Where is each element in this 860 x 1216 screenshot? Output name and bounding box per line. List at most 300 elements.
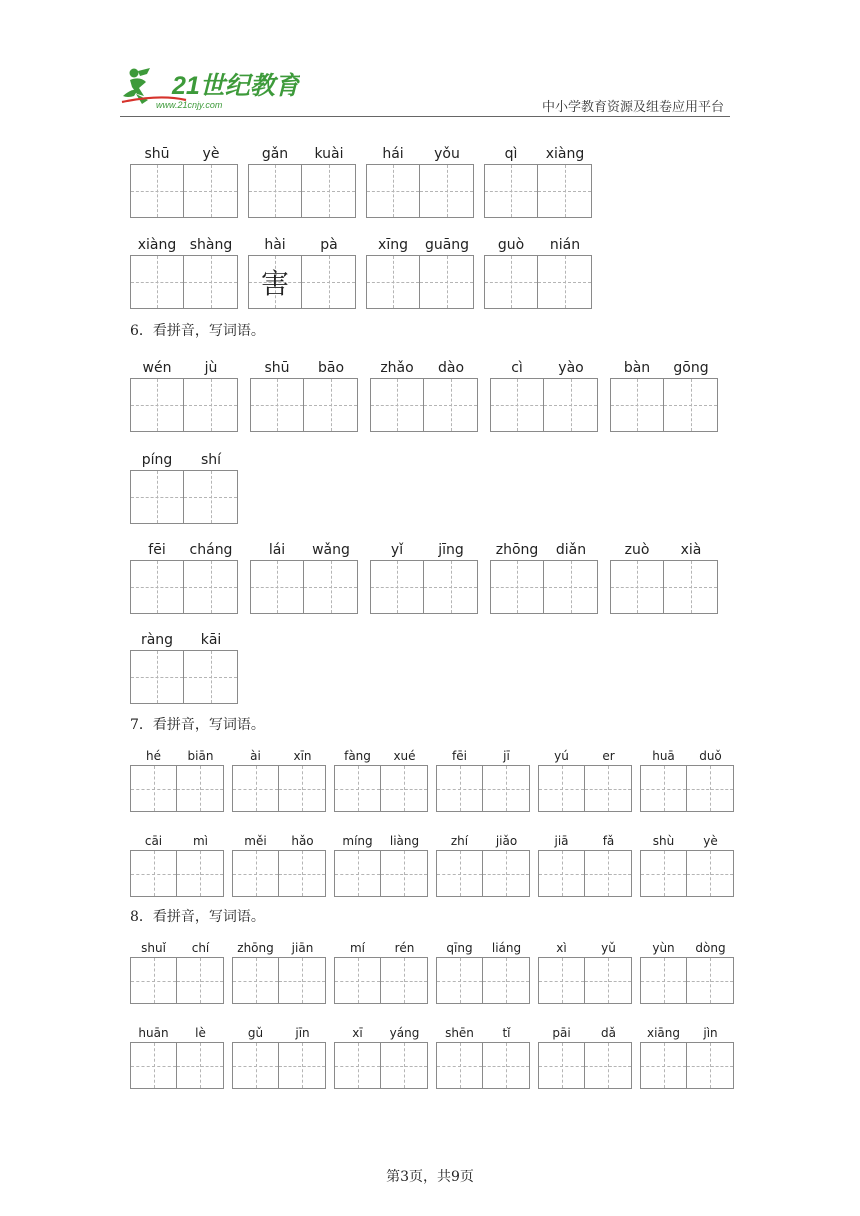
pinyin-syllable: fēi	[148, 542, 166, 558]
writing-cell[interactable]	[250, 378, 304, 432]
page-header	[120, 60, 730, 120]
pinyin-word-item	[334, 746, 428, 812]
logo-text: 21世纪教育	[172, 72, 300, 100]
writing-grid	[130, 650, 238, 704]
writing-grid	[248, 255, 356, 309]
pinyin-word-item	[130, 538, 238, 614]
pinyin-syllable: hǎo	[291, 834, 314, 848]
pinyin-label-row	[130, 356, 238, 376]
pinyin-label-row	[130, 1023, 224, 1043]
writing-cell[interactable]	[687, 765, 734, 812]
section-title: 7．看拼音，写词语。	[130, 717, 265, 733]
writing-cell[interactable]	[436, 765, 483, 812]
pinyin-label-row	[250, 356, 358, 376]
pinyin-syllable: xī	[352, 1026, 363, 1040]
writing-grid	[130, 470, 238, 524]
pinyin-syllable: lè	[195, 1026, 206, 1040]
pinyin-syllable: xiàng	[137, 237, 177, 253]
pinyin-syllable: cháng	[189, 542, 233, 558]
pinyin-word-item	[640, 1023, 734, 1089]
pinyin-word-item	[640, 746, 734, 812]
writing-cell[interactable]	[490, 560, 544, 614]
writing-cell[interactable]	[610, 378, 664, 432]
writing-cell[interactable]	[130, 470, 184, 524]
writing-cell[interactable]	[687, 1042, 734, 1089]
pinyin-syllable: hài	[264, 237, 286, 253]
pinyin-word-item	[436, 938, 530, 1004]
writing-grid	[436, 850, 530, 897]
pinyin-label-row	[334, 831, 428, 851]
pinyin-syllable: zhí	[450, 834, 469, 848]
pinyin-word-item	[248, 233, 356, 309]
pinyin-syllable: gǎn	[261, 146, 289, 162]
writing-cell[interactable]	[279, 765, 326, 812]
pinyin-syllable: tǐ	[502, 1026, 511, 1040]
writing-grid	[490, 378, 598, 432]
writing-cell[interactable]	[232, 765, 279, 812]
writing-cell[interactable]	[424, 378, 478, 432]
pinyin-word-item	[232, 831, 326, 897]
writing-grid	[130, 255, 238, 309]
writing-cell[interactable]	[436, 850, 483, 897]
pinyin-syllable: chí	[191, 941, 210, 955]
writing-cell[interactable]	[687, 957, 734, 1004]
writing-grid	[248, 164, 356, 218]
writing-cell[interactable]	[130, 560, 184, 614]
pinyin-label-row	[250, 538, 358, 558]
pinyin-word-item	[250, 356, 358, 432]
writing-cell[interactable]	[177, 850, 224, 897]
pinyin-word-item	[370, 356, 478, 432]
writing-cell[interactable]	[177, 1042, 224, 1089]
writing-cell[interactable]	[334, 850, 381, 897]
writing-cell[interactable]	[184, 650, 238, 704]
writing-grid	[610, 378, 718, 432]
pinyin-syllable: wén	[142, 360, 172, 376]
writing-cell[interactable]	[483, 957, 530, 1004]
pinyin-syllable: shuǐ	[141, 941, 166, 955]
pinyin-label-row	[334, 746, 428, 766]
pinyin-word-item	[130, 1023, 224, 1089]
pinyin-word-item	[366, 142, 474, 218]
pinyin-syllable: shēn	[445, 1026, 474, 1040]
pinyin-word-item	[538, 938, 632, 1004]
pinyin-syllable: míng	[342, 834, 373, 848]
pinyin-syllable: yè	[703, 834, 718, 848]
writing-cell[interactable]	[585, 1042, 632, 1089]
writing-grid	[232, 957, 326, 1004]
pinyin-word-item	[232, 746, 326, 812]
pinyin-word-item	[610, 538, 718, 614]
writing-cell[interactable]	[366, 164, 420, 218]
pinyin-syllable: kuài	[314, 146, 344, 162]
pinyin-syllable: jī	[503, 749, 510, 763]
pinyin-label-row	[334, 1023, 428, 1043]
pinyin-syllable: shū	[264, 360, 290, 376]
pinyin-label-row	[248, 233, 356, 253]
writing-grid	[370, 560, 478, 614]
writing-cell[interactable]	[538, 765, 585, 812]
writing-grid	[436, 1042, 530, 1089]
pinyin-syllable: pāi	[552, 1026, 571, 1040]
pinyin-syllable: kāi	[200, 632, 222, 648]
pinyin-syllable: xì	[556, 941, 567, 955]
pinyin-syllable: er	[602, 749, 615, 763]
pinyin-word-item	[334, 831, 428, 897]
pinyin-label-row	[130, 538, 238, 558]
pinyin-syllable: hé	[146, 749, 161, 763]
pinyin-word-item	[490, 538, 598, 614]
pinyin-syllable: huā	[652, 749, 675, 763]
pinyin-syllable: jīng	[438, 542, 464, 558]
writing-grid	[538, 850, 632, 897]
writing-cell[interactable]	[538, 164, 592, 218]
pinyin-word-item	[640, 938, 734, 1004]
pinyin-label-row	[370, 538, 478, 558]
writing-cell[interactable]	[538, 255, 592, 309]
writing-cell[interactable]	[184, 560, 238, 614]
writing-cell[interactable]	[130, 850, 177, 897]
writing-grid	[334, 1042, 428, 1089]
pinyin-syllable: fēi	[452, 749, 467, 763]
pinyin-word-item	[484, 233, 592, 309]
pinyin-label-row	[490, 538, 598, 558]
writing-grid	[436, 765, 530, 812]
writing-cell[interactable]	[424, 560, 478, 614]
pinyin-syllable: diǎn	[555, 542, 587, 558]
pinyin-label-row	[130, 142, 238, 162]
pinyin-syllable: gōng	[673, 360, 709, 376]
writing-cell[interactable]	[130, 957, 177, 1004]
pinyin-label-row	[130, 233, 238, 253]
pinyin-word-item	[610, 356, 718, 432]
writing-cell[interactable]	[420, 164, 474, 218]
pinyin-syllable: mì	[192, 834, 209, 848]
pinyin-syllable: jiān	[291, 941, 314, 955]
section-title: 6．看拼音，写词语。	[130, 323, 265, 339]
writing-cell[interactable]	[610, 560, 664, 614]
pinyin-word-item	[130, 746, 224, 812]
pinyin-syllable: liáng	[491, 941, 522, 955]
pinyin-word-item	[130, 142, 238, 218]
pinyin-label-row	[484, 142, 592, 162]
writing-cell[interactable]	[490, 378, 544, 432]
pinyin-syllable: shū	[144, 146, 170, 162]
writing-grid	[538, 765, 632, 812]
pinyin-word-item	[484, 142, 592, 218]
writing-cell[interactable]	[370, 560, 424, 614]
writing-grid	[250, 378, 358, 432]
writing-grid	[436, 957, 530, 1004]
writing-cell[interactable]	[436, 957, 483, 1004]
pinyin-syllable: yào	[558, 360, 584, 376]
pinyin-syllable: gǔ	[247, 1026, 264, 1040]
writing-cell[interactable]	[177, 765, 224, 812]
pinyin-syllable: cāi	[144, 834, 163, 848]
pinyin-syllable: jù	[204, 360, 218, 376]
pinyin-syllable: cì	[511, 360, 523, 376]
pinyin-syllable: xiāng	[646, 1026, 681, 1040]
writing-cell[interactable]	[302, 164, 356, 218]
pinyin-syllable: měi	[244, 834, 267, 848]
pinyin-word-item	[248, 142, 356, 218]
writing-cell[interactable]	[381, 957, 428, 1004]
writing-cell[interactable]	[248, 164, 302, 218]
writing-cell[interactable]	[585, 957, 632, 1004]
pinyin-syllable: xīng	[378, 237, 408, 253]
writing-cell[interactable]	[279, 957, 326, 1004]
writing-cell[interactable]	[640, 765, 687, 812]
writing-grid	[484, 255, 592, 309]
pinyin-syllable: guāng	[424, 237, 470, 253]
pinyin-syllable: dào	[437, 360, 465, 376]
pinyin-syllable: mí	[349, 941, 366, 955]
pinyin-syllable: fǎ	[602, 834, 615, 848]
writing-grid	[250, 560, 358, 614]
writing-grid	[640, 1042, 734, 1089]
pinyin-word-item	[232, 938, 326, 1004]
writing-grid	[334, 957, 428, 1004]
writing-cell[interactable]	[640, 1042, 687, 1089]
writing-grid	[232, 850, 326, 897]
writing-cell[interactable]	[484, 164, 538, 218]
writing-cell[interactable]	[538, 1042, 585, 1089]
writing-grid	[366, 255, 474, 309]
pinyin-syllable: píng	[141, 452, 173, 468]
writing-cell[interactable]	[664, 560, 718, 614]
writing-grid	[130, 560, 238, 614]
pinyin-word-item	[130, 356, 238, 432]
pinyin-word-item	[538, 746, 632, 812]
writing-cell[interactable]	[585, 765, 632, 812]
pinyin-label-row	[436, 746, 530, 766]
pinyin-syllable: qīng	[446, 941, 473, 955]
pinyin-syllable: yè	[202, 146, 220, 162]
pinyin-label-row	[130, 628, 238, 648]
writing-grid	[130, 765, 224, 812]
pinyin-label-row	[232, 1023, 326, 1043]
pinyin-syllable: xià	[680, 542, 702, 558]
pinyin-label-row	[538, 746, 632, 766]
pinyin-syllable: jìn	[703, 1026, 718, 1040]
pinyin-label-row	[490, 356, 598, 376]
writing-cell[interactable]	[130, 650, 184, 704]
writing-cell[interactable]	[544, 378, 598, 432]
pinyin-syllable: lái	[268, 542, 286, 558]
writing-cell[interactable]	[279, 850, 326, 897]
pinyin-syllable: shàng	[189, 237, 233, 253]
writing-cell[interactable]	[436, 1042, 483, 1089]
writing-cell[interactable]	[334, 1042, 381, 1089]
writing-cell[interactable]	[184, 378, 238, 432]
pinyin-label-row	[130, 746, 224, 766]
pinyin-syllable: yǒu	[434, 146, 460, 162]
writing-cell[interactable]	[130, 255, 184, 309]
pinyin-syllable: yú	[554, 749, 569, 763]
pinyin-label-row	[370, 356, 478, 376]
pinyin-syllable: shí	[200, 452, 222, 468]
pinyin-label-row	[232, 831, 326, 851]
writing-cell[interactable]	[304, 560, 358, 614]
writing-cell[interactable]	[381, 1042, 428, 1089]
writing-grid	[366, 164, 474, 218]
writing-cell[interactable]	[483, 1042, 530, 1089]
pinyin-syllable: zuò	[624, 542, 650, 558]
pinyin-syllable: dǎ	[601, 1026, 616, 1040]
writing-cell[interactable]	[232, 957, 279, 1004]
writing-cell[interactable]	[370, 378, 424, 432]
pinyin-syllable: qì	[504, 146, 518, 162]
pinyin-syllable: ràng	[140, 632, 174, 648]
writing-cell[interactable]	[334, 957, 381, 1004]
writing-cell[interactable]	[538, 850, 585, 897]
writing-cell[interactable]	[304, 378, 358, 432]
pinyin-label-row	[538, 1023, 632, 1043]
pinyin-word-item	[130, 628, 238, 704]
writing-cell[interactable]	[484, 255, 538, 309]
writing-cell[interactable]	[334, 765, 381, 812]
pinyin-word-item	[334, 1023, 428, 1089]
pinyin-syllable: yǐ	[390, 542, 404, 558]
pinyin-word-item	[130, 233, 238, 309]
pinyin-label-row	[484, 233, 592, 253]
pinyin-syllable: xué	[393, 749, 416, 763]
writing-grid	[130, 850, 224, 897]
header-divider	[120, 116, 730, 117]
pinyin-word-item	[130, 448, 238, 524]
writing-cell[interactable]	[585, 850, 632, 897]
pinyin-label-row	[232, 938, 326, 958]
writing-cell[interactable]	[130, 164, 184, 218]
written-character: 害	[260, 267, 289, 300]
page-number: 第3页，共9页	[386, 1169, 474, 1185]
writing-cell[interactable]	[640, 850, 687, 897]
writing-grid	[610, 560, 718, 614]
pinyin-word-item	[334, 938, 428, 1004]
pinyin-syllable: yùn	[652, 941, 675, 955]
writing-cell[interactable]	[184, 470, 238, 524]
pinyin-syllable: shù	[652, 834, 675, 848]
section-title: 8．看拼音，写词语。	[130, 909, 265, 925]
writing-cell[interactable]	[302, 255, 356, 309]
writing-grid	[640, 957, 734, 1004]
pinyin-label-row	[130, 938, 224, 958]
writing-cell[interactable]	[381, 850, 428, 897]
writing-cell[interactable]	[640, 957, 687, 1004]
writing-grid	[130, 378, 238, 432]
writing-grid	[490, 560, 598, 614]
pinyin-word-item	[250, 538, 358, 614]
pinyin-syllable: jiā	[554, 834, 569, 848]
writing-cell[interactable]	[130, 378, 184, 432]
pinyin-syllable: yáng	[389, 1026, 420, 1040]
writing-cell[interactable]	[483, 850, 530, 897]
writing-cell[interactable]	[177, 957, 224, 1004]
pinyin-syllable: duǒ	[699, 749, 722, 763]
logo-21cnjy	[120, 66, 300, 114]
pinyin-syllable: fàng	[344, 749, 371, 763]
writing-cell[interactable]	[664, 378, 718, 432]
pinyin-label-row	[366, 233, 474, 253]
writing-cell[interactable]	[538, 957, 585, 1004]
pinyin-label-row	[610, 538, 718, 558]
pinyin-word-item	[130, 831, 224, 897]
writing-cell[interactable]	[250, 560, 304, 614]
pinyin-syllable: liàng	[389, 834, 420, 848]
pinyin-syllable: xīn	[293, 749, 312, 763]
writing-cell[interactable]	[130, 765, 177, 812]
pinyin-syllable: zhōng	[237, 941, 274, 955]
pinyin-label-row	[232, 746, 326, 766]
pinyin-label-row	[436, 938, 530, 958]
writing-grid	[538, 957, 632, 1004]
pinyin-label-row	[130, 831, 224, 851]
writing-grid	[130, 1042, 224, 1089]
writing-grid	[130, 957, 224, 1004]
pinyin-syllable: zhōng	[495, 542, 539, 558]
writing-cell[interactable]	[184, 255, 238, 309]
pinyin-label-row	[436, 831, 530, 851]
pinyin-word-item	[232, 1023, 326, 1089]
pinyin-word-item	[490, 356, 598, 432]
pinyin-syllable: yǔ	[601, 941, 616, 955]
pinyin-label-row	[640, 938, 734, 958]
writing-cell[interactable]	[130, 1042, 177, 1089]
writing-cell[interactable]	[248, 255, 302, 309]
writing-grid	[232, 1042, 326, 1089]
pinyin-label-row	[610, 356, 718, 376]
pinyin-syllable: jiǎo	[495, 834, 518, 848]
writing-cell[interactable]	[483, 765, 530, 812]
writing-grid	[640, 850, 734, 897]
pinyin-label-row	[366, 142, 474, 162]
pinyin-syllable: dòng	[695, 941, 726, 955]
pinyin-word-item	[130, 938, 224, 1004]
pinyin-label-row	[640, 831, 734, 851]
writing-cell[interactable]	[544, 560, 598, 614]
writing-grid	[130, 164, 238, 218]
pinyin-word-item	[436, 831, 530, 897]
pinyin-syllable: huān	[138, 1026, 169, 1040]
pinyin-label-row	[130, 448, 238, 468]
pinyin-label-row	[436, 1023, 530, 1043]
writing-cell[interactable]	[366, 255, 420, 309]
writing-cell[interactable]	[184, 164, 238, 218]
pinyin-label-row	[248, 142, 356, 162]
pinyin-word-item	[436, 1023, 530, 1089]
pinyin-word-item	[538, 831, 632, 897]
writing-grid	[484, 164, 592, 218]
pinyin-syllable: guò	[497, 237, 525, 253]
platform-name: 中小学教育资源及组卷应用平台	[541, 100, 724, 115]
writing-cell[interactable]	[381, 765, 428, 812]
pinyin-syllable: hái	[382, 146, 404, 162]
writing-grid	[232, 765, 326, 812]
writing-cell[interactable]	[232, 850, 279, 897]
pinyin-syllable: zhǎo	[380, 360, 414, 376]
pinyin-syllable: bāo	[317, 360, 345, 376]
pinyin-word-item	[640, 831, 734, 897]
writing-grid	[640, 765, 734, 812]
writing-cell[interactable]	[232, 1042, 279, 1089]
writing-cell[interactable]	[279, 1042, 326, 1089]
writing-cell[interactable]	[420, 255, 474, 309]
pinyin-word-item	[436, 746, 530, 812]
pinyin-word-item	[370, 538, 478, 614]
logo-url: www.21cnjy.com	[156, 100, 223, 110]
writing-cell[interactable]	[687, 850, 734, 897]
pinyin-syllable: rén	[394, 941, 415, 955]
